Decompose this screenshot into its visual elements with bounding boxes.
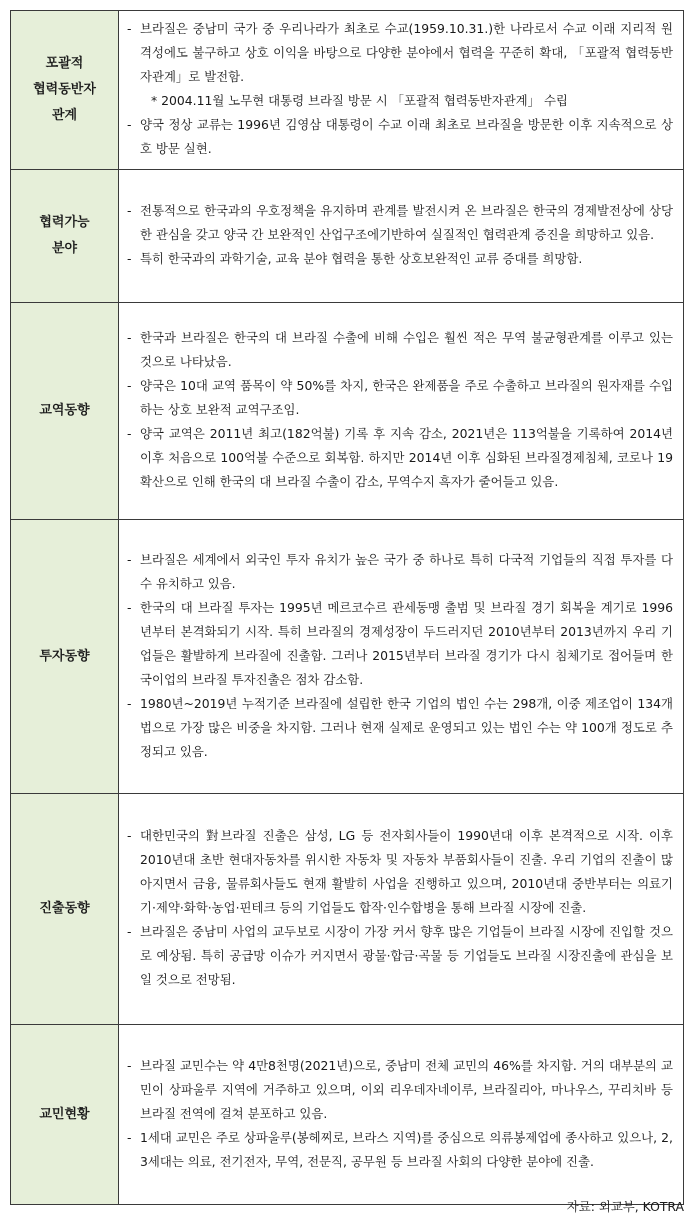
row-content [119, 1025, 684, 1205]
bullet-item [127, 113, 673, 161]
dash-bullet-icon: - [127, 551, 132, 567]
row-label [11, 794, 119, 1025]
bullet-text: 한국과 브라질은 한국의 대 브라질 수출에 비해 수입은 훨씬 적은 무역 불균형관계를 이루고 있는 것으로 나타났음. [140, 330, 673, 369]
bullet-item [127, 824, 673, 920]
bullet-item [127, 247, 673, 271]
row-label-line: 진출동향 [39, 901, 90, 916]
row-label [11, 1025, 119, 1205]
bullet-item [127, 692, 673, 764]
bullet-text: 1세대 교민은 주로 상파울루(봉헤찌로, 브라스 지역)를 중심으로 의류봉제업에 종사하고 있으나, 2, 3세대는 의료, 전기전자, 무역, 전문직, 공무원 등 브라질 사회의 다양한 분야에 진출. [140, 1129, 673, 1169]
table-row [11, 520, 684, 794]
bullet-text: 전통적으로 한국과의 우호정책을 유지하며 관계를 발전시켜 온 브라질은 한국의 경제발전상에 상당한 관심을 갖고 양국 간 보완적인 산업구조에기반하여 실질적인 협력관계 증진을 희망하고 있음. [140, 203, 673, 242]
row-label-line: 투자동향 [39, 648, 90, 664]
table-row [11, 794, 684, 1025]
row-label-line: 포괄적 [45, 56, 84, 71]
bullet-item [127, 17, 673, 89]
row-label [11, 303, 119, 520]
bullet-text: 한국의 대 브라질 투자는 1995년 메르코수르 관세동맹 출범 및 브라질 경기 회복을 계기로 1996년부터 본격화되기 시작. 특히 브라질의 경제성장이 두드러지던 2010년부터 2013년까지 우리 기업들은 활발하게 브라질에 진출함. 그러나 2015년부터 브라질 경기가 다시 침체기로 접어들며 한국이업의 브라질 투자진출은 점차 감소함. [140, 599, 673, 687]
bullet-text: 1980년~2019년 누적기준 브라질에 설립한 한국 기업의 법인 수는 298개, 이중 제조업이 134개 법으로 가장 많은 비중을 차지함. 그러나 현재 실제로 운영되고 있는 법인 수는 약 100개 정도로 추정되고 있음. [140, 695, 673, 759]
bullet-item [127, 596, 673, 692]
dash-bullet-icon: - [127, 599, 132, 615]
dash-bullet-icon: - [127, 378, 132, 393]
dash-bullet-icon: - [127, 251, 132, 266]
dash-bullet-icon: - [127, 1129, 132, 1145]
dash-bullet-icon: - [127, 21, 132, 36]
dash-bullet-icon: - [127, 695, 132, 711]
dash-bullet-icon: - [127, 924, 132, 939]
bullet-text: 특히 한국과의 과학기술, 교육 분야 협력을 통한 상호보완적인 교류 증대를 희망함. [140, 251, 583, 266]
row-content [119, 794, 684, 1025]
row-label-line: 관계 [51, 108, 78, 123]
table-row [11, 1025, 684, 1205]
document [10, 10, 684, 1205]
row-content [119, 520, 684, 794]
row-label-line: 협력가능 [39, 215, 90, 230]
bullet-text: 브라질은 중남미 사업의 교두보로 시장이 가장 커서 향후 많은 기업들이 브라질 시장에 진입할 것으로 예상됨. 특히 공급망 이슈가 커지면서 광물·합금·곡물 등 기업들도 브라질 시장진출에 관심을 보일 것으로 전망됨. [140, 924, 673, 987]
bullet-item [127, 1126, 673, 1174]
info-table [10, 10, 684, 1205]
row-label [11, 170, 119, 303]
dash-bullet-icon: - [127, 828, 132, 843]
row-label-line: 협력동반자 [33, 82, 96, 97]
bullet-item [127, 374, 673, 422]
bullet-item [127, 1054, 673, 1126]
bullet-text: 브라질은 중남미 국가 중 우리나라가 최초로 수교(1959.10.31.)한 나라로서 수교 이래 지리적 원격성에도 불구하고 상호 이익을 바탕으로 다양한 분야에서 협력을 꾸준히 확대, 「포괄적 협력동반자관계」로 발전함. [140, 21, 673, 84]
row-content [119, 170, 684, 303]
dash-bullet-icon: - [127, 117, 132, 132]
bullet-item [127, 548, 673, 596]
table-row [11, 11, 684, 170]
bullet-item [127, 920, 673, 992]
bullet-text: 양국 교역은 2011년 최고(182억불) 기록 후 지속 감소, 2021년은 113억불을 기록하여 2014년 이후 처음으로 100억불 수준으로 회복함. 하지만 2014년 이후 심화된 브라질경제침체, 코로나 19 확산으로 인해 한국의 대 브라질 수출이 감소, 무역수지 흑자가 줄어들고 있음. [140, 426, 673, 489]
bullet-item [127, 199, 673, 247]
bullet-item [127, 326, 673, 374]
dash-bullet-icon: - [127, 1057, 132, 1073]
footnote: * 2004.11월 노무현 대통령 브라질 방문 시 「포괄적 협력동반자관계」 수립 [151, 93, 568, 108]
bullet-text: 대한민국의 對브라질 진출은 삼성, LG 등 전자회사들이 1990년대 이후 본격적으로 시작. 이후 2010년대 초반 현대자동차를 위시한 자동차 및 자동차 부품회사들이 진출. 우리 기업의 진출이 많아지면서 금융, 물류회사들도 현재 활발히 사업을 진행하고 있으며, 2010년대 중반부터는 의료기기·제약·화학·농업·핀테크 등의 기업들도 합작·인수합병을 통해 브라질 시장에 진출. [140, 828, 673, 915]
table-row [11, 170, 684, 303]
bullet-text: 양국 정상 교류는 1996년 김영삼 대통령이 수교 이래 최초로 브라질을 방문한 이후 지속적으로 상호 방문 실현. [140, 117, 673, 156]
source-note: 자료: 외교부, KOTRA [566, 1199, 684, 1214]
row-label-line: 교역동향 [39, 403, 90, 418]
bullet-text: 양국은 10대 교역 품목이 약 50%를 차지, 한국은 완제품을 주로 수출하고 브라질의 원자재를 수입하는 상호 보완적 교역구조임. [140, 378, 673, 417]
bullet-text: 브라질 교민수는 약 4만8천명(2021년)으로, 중남미 전체 교민의 46%를 차지함. 거의 대부분의 교민이 상파울루 지역에 거주하고 있으며, 이외 리우데자네이루, 브라질리아, 마나우스, 꾸리치바 등 브라질 전역에 걸쳐 분포하고 있음. [140, 1057, 673, 1121]
row-content [119, 11, 684, 170]
bullet-item [127, 422, 673, 494]
info-table-body [11, 11, 684, 1205]
row-label [11, 11, 119, 170]
row-content [119, 303, 684, 520]
dash-bullet-icon: - [127, 203, 132, 218]
row-label [11, 520, 119, 794]
bullet-text: 브라질은 세계에서 외국인 투자 유치가 높은 국가 중 하나로 특히 다국적 기업들의 직접 투자를 다수 유치하고 있음. [140, 551, 673, 591]
row-label-line: 분야 [51, 241, 78, 256]
dash-bullet-icon: - [127, 426, 132, 441]
table-row [11, 303, 684, 520]
row-label-line: 교민현황 [39, 1106, 90, 1122]
dash-bullet-icon: - [127, 330, 132, 345]
